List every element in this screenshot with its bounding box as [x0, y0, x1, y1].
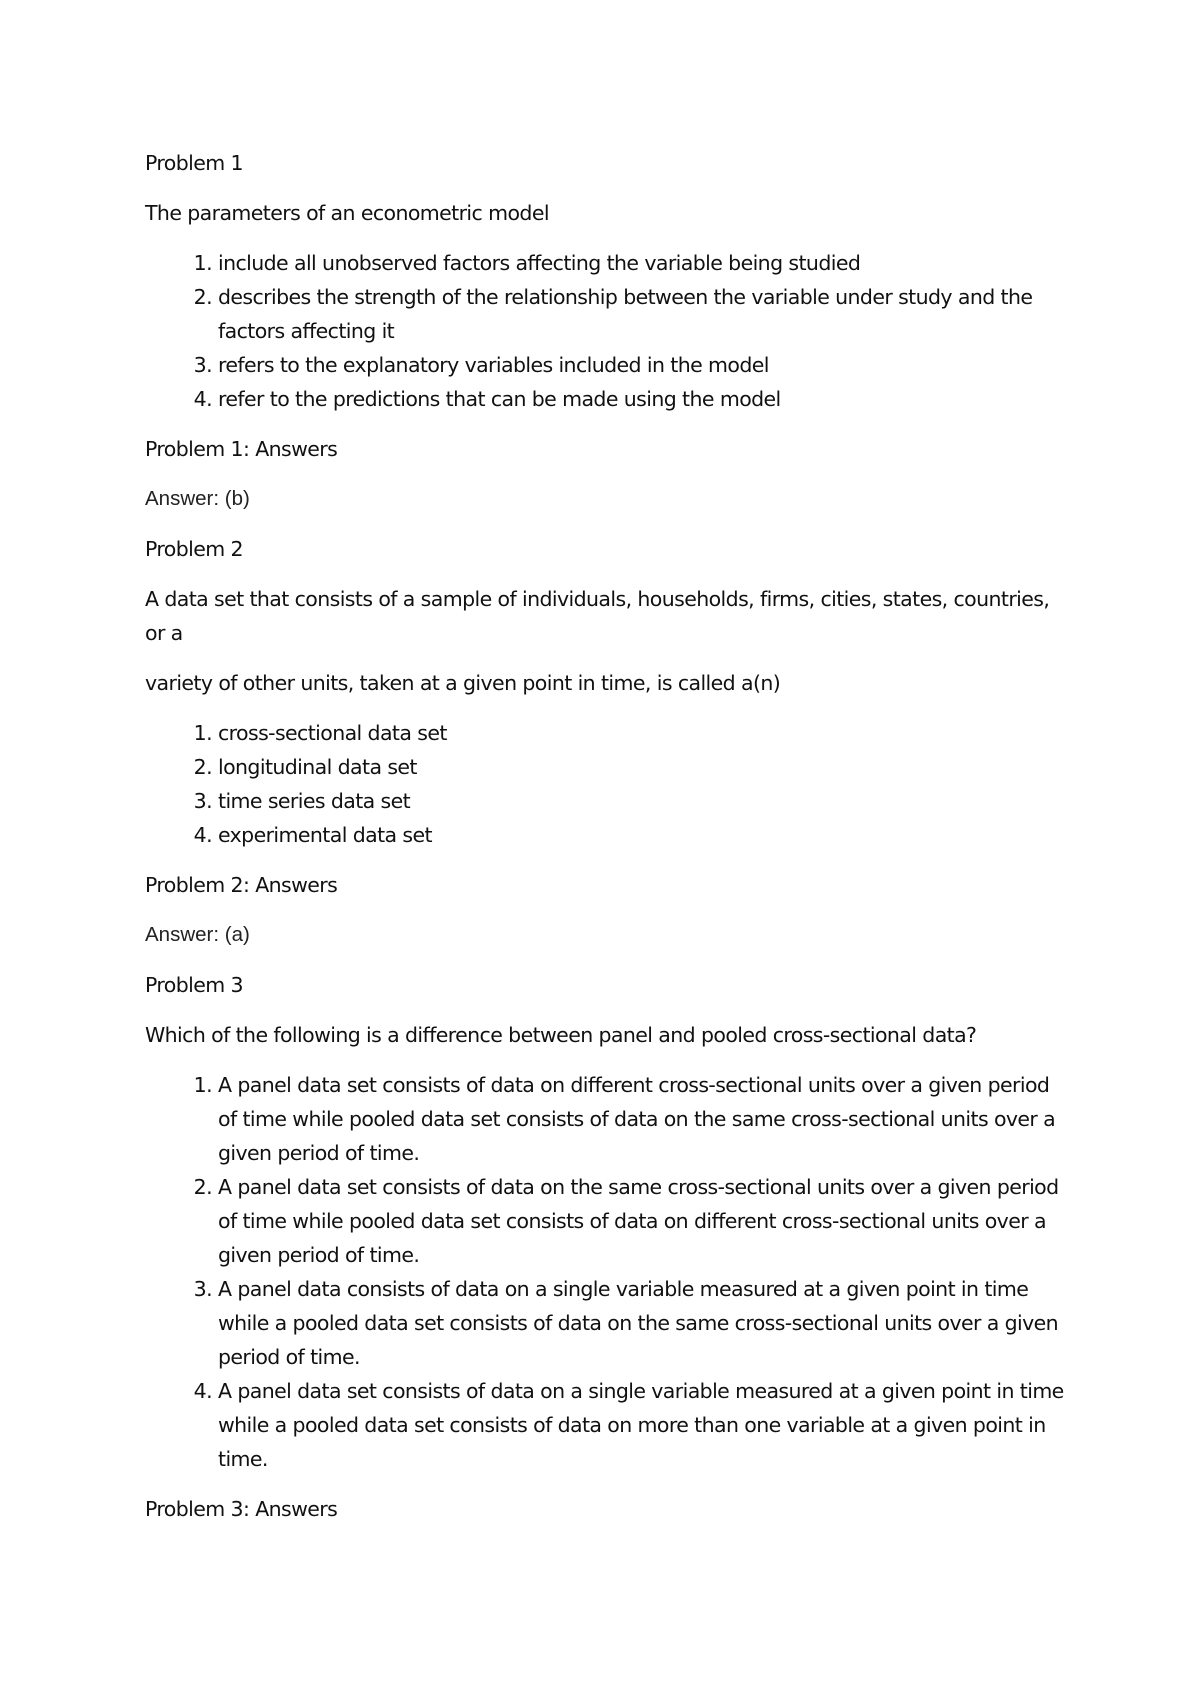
- answers-heading: Problem 1: Answers: [145, 437, 338, 461]
- option-number: 3.: [193, 789, 212, 813]
- option-item: [145, 818, 1065, 852]
- options-list: [145, 1068, 1065, 1476]
- answer-text: Answer: (b): [145, 487, 250, 510]
- option-text: describes the strength of the relationship between the variable under study and the factors affecting it: [218, 285, 1033, 343]
- option-item: [145, 348, 1065, 382]
- problem-question-continued: variety of other units, taken at a given point in time, is called a(n): [145, 671, 781, 695]
- problem-title: Problem 2: [145, 537, 243, 561]
- answer-text: Answer: (a): [145, 923, 250, 946]
- option-item: [145, 382, 1065, 416]
- option-item: [145, 750, 1065, 784]
- option-number: 2.: [193, 755, 212, 779]
- option-text: experimental data set: [218, 823, 432, 847]
- option-item: [145, 1068, 1065, 1170]
- problem-question: A data set that consists of a sample of individuals, households, firms, cities, states, countries, or a: [145, 587, 1050, 645]
- problem-2: [145, 532, 1065, 952]
- problem-3: [145, 968, 1065, 1526]
- option-number: 1.: [193, 721, 212, 745]
- problem-question: The parameters of an econometric model: [145, 201, 549, 225]
- option-text: A panel data consists of data on a single variable measured at a given point in time while a pooled data set consists of data on the same cross-sectional units over a given period of time.: [218, 1277, 1059, 1369]
- option-item: [145, 280, 1065, 348]
- option-number: 1.: [193, 1073, 212, 1097]
- option-text: time series data set: [218, 789, 411, 813]
- option-number: 1.: [193, 251, 212, 275]
- document-body: [145, 146, 1065, 1542]
- option-item: [145, 1170, 1065, 1272]
- option-item: [145, 1374, 1065, 1476]
- option-text: A panel data set consists of data on a single variable measured at a given point in time while a pooled data set consists of data on more than one variable at a given point in time.: [218, 1379, 1064, 1471]
- option-text: refers to the explanatory variables included in the model: [218, 353, 769, 377]
- option-text: A panel data set consists of data on different cross-sectional units over a given period of time while pooled data set consists of data on the same cross-sectional units over a given period of time.: [218, 1073, 1056, 1165]
- option-item: [145, 246, 1065, 280]
- option-number: 3.: [193, 1277, 212, 1301]
- option-number: 4.: [193, 1379, 212, 1403]
- problem-title: Problem 1: [145, 151, 243, 175]
- option-text: A panel data set consists of data on the same cross-sectional units over a given period of time while pooled data set consists of data on different cross-sectional units over a given period of time.: [218, 1175, 1059, 1267]
- option-item: [145, 1272, 1065, 1374]
- option-number: 2.: [193, 285, 212, 309]
- option-text: include all unobserved factors affecting the variable being studied: [218, 251, 861, 275]
- answers-heading: Problem 3: Answers: [145, 1497, 338, 1521]
- option-item: [145, 716, 1065, 750]
- option-number: 2.: [193, 1175, 212, 1199]
- option-text: cross-sectional data set: [218, 721, 447, 745]
- option-text: longitudinal data set: [218, 755, 417, 779]
- answers-heading: Problem 2: Answers: [145, 873, 338, 897]
- option-number: 4.: [193, 387, 212, 411]
- problem-1: [145, 146, 1065, 516]
- option-text: refer to the predictions that can be made using the model: [218, 387, 781, 411]
- option-number: 3.: [193, 353, 212, 377]
- options-list: [145, 246, 1065, 416]
- options-list: [145, 716, 1065, 852]
- option-number: 4.: [193, 823, 212, 847]
- problem-question: Which of the following is a difference between panel and pooled cross-sectional data?: [145, 1023, 977, 1047]
- option-item: [145, 784, 1065, 818]
- problem-title: Problem 3: [145, 973, 243, 997]
